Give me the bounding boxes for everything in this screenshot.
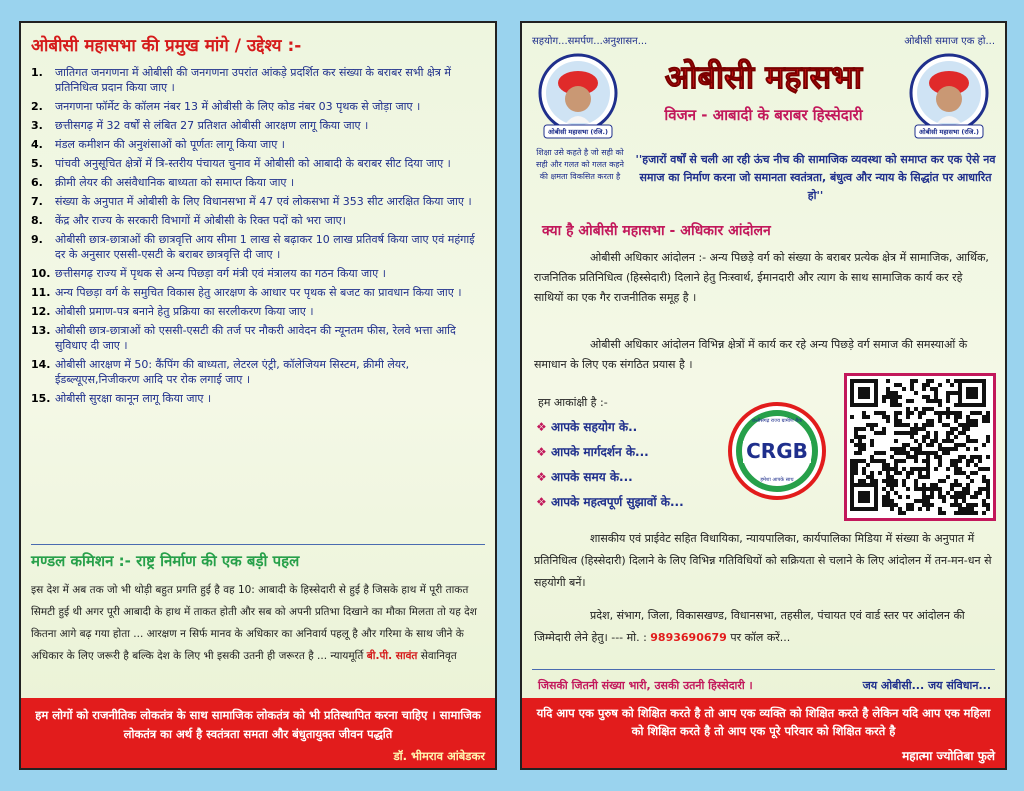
diamond-bullet-icon: ❖ (536, 470, 551, 484)
demand-text: ओबीसी आरक्षण में 50: कैंपिंग की बाध्यता, लेटरल एंट्री, कॉलेजियम सिस्टम, क्रीमी लेयर, ईडब्ल्यूएस,निजीकरण आदि पर रोक लगाई जाए । (55, 358, 410, 386)
para-4-text: प्रदेश, संभाग, जिला, विकासखण्ड, विधानसभा, तहसील, पंचायत एवं वार्ड स्तर पर आंदोलन की जिम्मेदारी लेने हेतु। --- मो. : (534, 609, 965, 644)
crgb-text: CRGB (746, 439, 808, 463)
logo-right-caption: ओबीसी महासभा (रजि.) (919, 128, 979, 136)
demand-item (31, 137, 487, 152)
demand-item (31, 357, 487, 387)
demand-number: 14. (31, 358, 51, 371)
demand-text: केंद्र और राज्य के सरकारी विभागों में ओबीसी के रिक्त पदों को भरा जाए। (55, 214, 346, 227)
logo-left (538, 53, 618, 141)
main-quote: ''हजारों वर्षों से चली आ रही ऊंच नीच की सामाजिक व्यवस्था को समाप्त कर एक ऐसे नव समाज का निर्माण करना जो समानता स्वतंत्रता, बंधुत्व और न्याय के सिद्धांत पर आधारित हो'' (635, 153, 996, 202)
left-footer-bar (21, 698, 495, 768)
logo-right (909, 53, 989, 141)
crgb-ring-bottom: हमेशा आपके साथ (760, 477, 794, 483)
mandal-heading: मण्डल कमिशन :- राष्ट्र निर्माण की एक बड़ी पहल (31, 552, 300, 570)
demand-item (31, 213, 487, 228)
wish-item (536, 418, 736, 435)
para-4-end: पर कॉल करें... (730, 631, 791, 644)
demand-text: मंडल कमीशन की अनुशंसाओं को पूर्णतः लागू किया जाए । (55, 138, 285, 151)
right-footer-bar (522, 698, 1005, 768)
demand-number: 7. (31, 195, 43, 208)
wish-label: हम आकांक्षी है :- (538, 396, 608, 409)
demand-item (31, 118, 487, 133)
divider (31, 544, 485, 545)
demand-number: 2. (31, 100, 43, 113)
right-footer-quote: यदि आप एक पुरुष को शिक्षित करते है तो आप एक व्यक्ति को शिक्षित करते है लेकिन यदि आप एक महिला को शिक्षित करते है तो आप एक पूरे परिवार को शिक्षित करते है (536, 706, 991, 738)
demand-text: अन्य पिछड़ा वर्ग के समुचित विकास हेतु आरक्षण के आधार पर पृथक से बजट का प्रावधान किया जाए । (55, 286, 462, 299)
wish-text: आपके सहयोग के.. (550, 420, 638, 434)
main-title: ओबीसी महासभा (664, 58, 863, 96)
demand-text: ओबीसी छात्र-छात्राओं को एससी-एसटी की तर्ज पर नौकरी आवेदन की न्यूनतम फीस, रेलवे भत्ता आदि सुविधाए दी जाए । (55, 324, 456, 352)
qr-code[interactable] (844, 373, 996, 521)
demand-text: ओबीसी छात्र-छात्राओं की छात्रवृत्ति आय सीमा 1 लाख से बढ़ाकर 10 लाख प्रतिवर्ष किया जाए एवं महंगाई दर के अनुसार एससी-एसटी के बराबर छात्रवृत्ति दी जाए । (55, 233, 475, 261)
demand-item (31, 285, 487, 300)
demand-text: ओबीसी प्रमाण-पत्र बनाने हेतु प्रक्रिया का सरलीकरण किया जाए । (55, 305, 314, 318)
demand-number: 13. (31, 324, 51, 337)
demand-item (31, 323, 487, 353)
slogan-left: जिसकी जितनी संख्या भारी, उसकी उतनी हिस्सेदारी । (538, 679, 753, 692)
demand-number: 11. (31, 286, 51, 299)
wish-text: आपके समय के... (550, 470, 633, 484)
left-panel (19, 21, 497, 770)
vision-line: विजन - आबादी के बराबर हिस्सेदारी (664, 106, 863, 124)
demands-heading: ओबीसी महासभा की प्रमुख मांगे / उद्देश्य :- (31, 36, 302, 56)
mandal-author: बी.पी. सावंत (366, 650, 418, 662)
top-left-tagline: सहयोग...समर्पण...अनुशासन... (532, 36, 648, 47)
qr-code-icon (850, 379, 990, 515)
diamond-bullet-icon: ❖ (536, 445, 551, 459)
demand-number: 12. (31, 305, 51, 318)
crgb-ring-top: छत्तीसगढ़ राज्य ग्रामीण बैंक (752, 418, 802, 424)
demand-item (31, 194, 487, 209)
mandal-body: इस देश में अब तक जो भी थोड़ी बहुत प्रगति हुई है वह 10: आबादी के हिस्सेदारी से हुई है जिसके हाथ में पूरी ताकत सिमटी हुई थी अगर पूरी आबादी के हाथ में ताकत होती और सब को अपनी प्रतिभा दिखाने का मौका मिलता तो यह देश कितना आगे बढ़ गया होता ... आरक्षण न सिर्फ मानव के अधिकार का अनिवार्य पहलू है और गरिमा के साथ जीने के अधिकार के लिए जरूरी है बल्कि देश के लिए भी इसकी उतनी ही जरूरत है ... न्यायमूर्ति (31, 584, 477, 662)
demand-text: जनगणना फॉर्मेट के कॉलम नंबर 13 में ओबीसी के लिए कोड नंबर 03 पृथक से जोड़ा जाए । (55, 100, 421, 113)
right-footer-author: महात्मा ज्योतिबा फुले (902, 749, 995, 763)
small-quote: शिक्षा उसे कहते है जो सही को सही और गलत को गलत कहने की क्षमता विकसित करता है (536, 148, 624, 181)
wish-item (536, 468, 736, 485)
demand-item (31, 175, 487, 190)
demand-number: 10. (31, 267, 51, 280)
top-right-tagline: ओबीसी समाज एक हो... (904, 36, 995, 47)
demand-item (31, 304, 487, 319)
para-1: ओबीसी अधिकार आंदोलन :- अन्य पिछड़े वर्ग को संख्या के बराबर प्रत्येक क्षेत्र में सामाजिक, आर्थिक, राजनितिक प्रतिनिधित्व (हिस्सेदारी) दिलाने हेतु निःस्वार्थ, ईमानदारी और त्याग के साथ सामाजिक कार्य कर रहे साथियों का एक गैर राजनीतिक समूह है । (534, 251, 989, 304)
crgb-logo (727, 401, 827, 501)
demand-text: पांचवी अनुसूचित क्षेत्रों में त्रि-स्तरीय पंचायत चुनाव में ओबीसी को आबादी के बराबर सीट दिया जाए । (55, 157, 451, 170)
demand-item (31, 232, 487, 262)
wish-list (536, 418, 736, 518)
demands-list (31, 65, 487, 410)
demand-number: 8. (31, 214, 43, 227)
demand-item (31, 65, 487, 95)
logo-left-caption: ओबीसी महासभा (रजि.) (548, 128, 608, 136)
diamond-bullet-icon: ❖ (536, 495, 551, 509)
slogan-right: जय ओबीसी... जय संविधान... (862, 679, 991, 692)
demand-text: छत्तीसगढ़ राज्य में पृथक से अन्य पिछड़ा वर्ग मंत्री एवं मंत्रालय का गठन किया जाए । (55, 267, 386, 280)
demand-number: 4. (31, 138, 43, 151)
left-footer-author: डॉ. भीमराव आंबेडकर (393, 749, 485, 763)
divider (532, 669, 995, 670)
demand-number: 1. (31, 66, 43, 79)
demand-number: 15. (31, 392, 51, 405)
demand-text: संख्या के अनुपात में ओबीसी के लिए विधानसभा में 47 एवं लोकसभा में 353 सीट आरक्षित किया जाए । (55, 195, 472, 208)
diamond-bullet-icon: ❖ (536, 420, 551, 434)
mandal-text (31, 579, 485, 667)
wish-item (536, 443, 736, 460)
demand-text: जातिगत जनगणना में ओबीसी की जनगणना उपरांत आंकड़े प्रदर्शित कर संख्या के बराबर सभी क्षेत्र में प्रतिनिधित्व प्रदान किया जाए । (55, 66, 451, 94)
demand-item (31, 156, 487, 171)
demand-number: 3. (31, 119, 43, 132)
demand-text: छत्तीसगढ़ में 32 वर्षों से लंबित 27 प्रतिशत ओबीसी आरक्षण लागू किया जाए । (55, 119, 369, 132)
demand-number: 5. (31, 157, 43, 170)
left-footer-quote: हम लोगों को राजनीतिक लोकतंत्र के साथ सामाजिक लोकतंत्र को भी प्रतिस्थापित करना चाहिए । सामाजिक लोकतंत्र का अर्थ है स्वतंत्रता समता और बंधुतायुक्त जीवन पद्धति (35, 708, 481, 741)
section-heading: क्या है ओबीसी महासभा - अधिकार आंदोलन (542, 223, 771, 239)
para-2: ओबीसी अधिकार आंदोलन विभिन्न क्षेत्रों में कार्य कर रहे अन्य पिछड़े वर्ग समाज की समस्याओं के समाधान के लिए एक संगठित प्रयास है । (534, 338, 968, 371)
wish-text: आपके महत्वपूर्ण सुझावों के... (550, 495, 684, 509)
demand-item (31, 266, 487, 281)
phone-number[interactable]: 9893690679 (650, 631, 727, 644)
demand-item (31, 99, 487, 114)
para-3: शासकीय एवं प्राईवेट सहित विधायिका, न्यायपालिका, कार्यपालिका मिडिया में संख्या के अनुपात में प्रतिनिधित्व (हिस्सेदारी) दिलाने के लिए विभिन्न गतिविधियों को सक्रियता से चलाने के लिए आंदोलन में तन-मन-धन से सहयोगी बनें। (534, 532, 992, 589)
demand-item (31, 391, 487, 406)
right-panel (520, 21, 1007, 770)
mandal-suffix: सेवानिवृत (420, 650, 457, 662)
wish-item (536, 493, 736, 510)
demand-text: क्रीमी लेयर की असंवैधानिक बाध्यता को समाप्त किया जाए । (55, 176, 295, 189)
demand-number: 6. (31, 176, 43, 189)
wish-text: आपके मार्गदर्शन के... (550, 445, 649, 459)
demand-number: 9. (31, 233, 43, 246)
para-4 (534, 605, 995, 649)
demand-text: ओबीसी सुरक्षा कानून लागू किया जाए । (55, 392, 212, 405)
